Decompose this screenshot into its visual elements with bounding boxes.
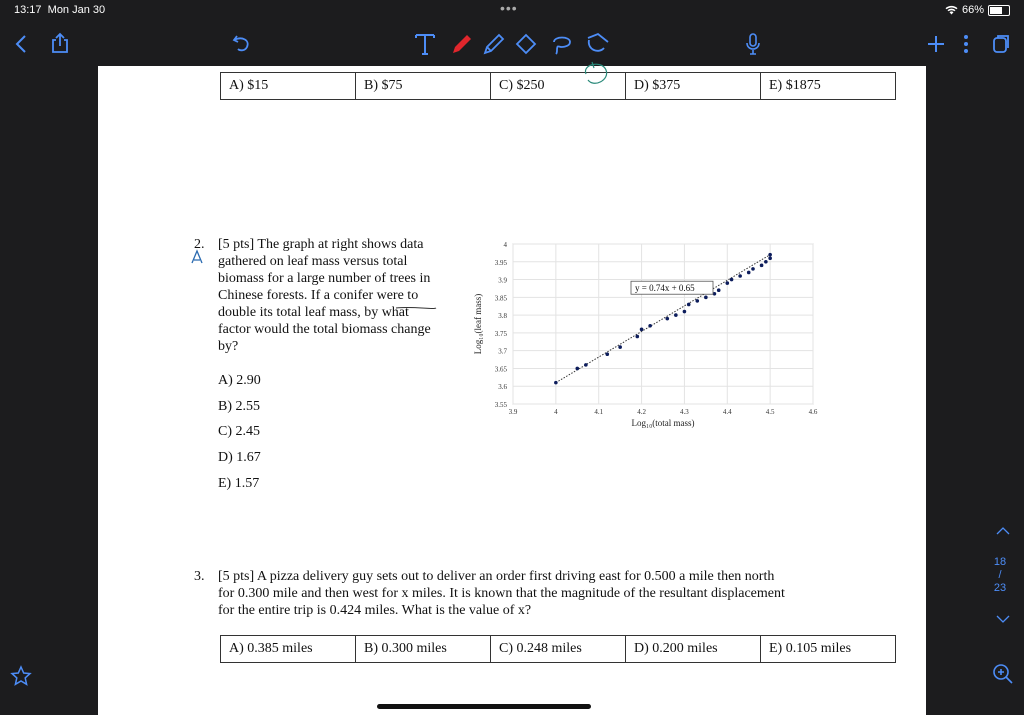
data-point [725,281,729,285]
x-tick-label: 4.4 [722,408,732,416]
x-tick-label: 3.9 [508,408,518,416]
data-point [730,278,734,282]
more-icon[interactable] [962,34,970,54]
wifi-icon [945,5,958,15]
handwritten-check-mark [190,249,204,265]
toolbar [0,22,1024,66]
back-chevron-icon[interactable] [14,34,28,54]
y-tick-label: 3.6 [498,383,507,392]
battery-icon [988,5,1010,16]
data-point [648,324,652,328]
data-point [751,267,755,271]
left-margin [0,66,98,715]
scatter-chart [468,226,828,446]
handwritten-circle-mark [580,60,612,90]
trendline [556,255,770,383]
share-icon[interactable] [50,32,70,54]
data-point [683,310,687,314]
q3-choice-d: D) 0.200 miles [626,636,761,663]
q3-choice-c: C) 0.248 miles [491,636,626,663]
x-tick-label: 4.5 [765,408,775,416]
q2-choice-b: B) 2.55 [218,399,260,414]
chevron-up-icon[interactable] [996,526,1010,536]
x-tick-label: 4.3 [680,408,689,416]
star-icon[interactable] [10,665,32,687]
y-tick-label: 3.7 [498,347,507,356]
q2-choice-d: D) 1.67 [218,450,261,465]
pen-icon[interactable] [450,32,474,56]
y-tick-label: 3.9 [498,276,507,285]
data-point [768,253,772,257]
data-point [674,313,678,317]
data-point [717,288,721,292]
x-tick-label: 4 [554,408,558,416]
x-axis-label: Log₁₀(total mass) [631,418,695,428]
q3-answer-table [220,635,896,663]
text-tool-icon[interactable] [414,32,436,56]
battery-percent: 66% [961,4,984,16]
q1-choice-e: E) $1875 [761,73,896,100]
data-point [747,271,751,275]
data-point [704,296,708,300]
page-indicator[interactable]: 18 / 23 [993,556,1007,594]
status-bar [0,0,1024,22]
q1-choice-b: B) $75 [356,73,491,100]
microphone-icon[interactable] [745,32,761,56]
data-point [618,345,622,349]
y-tick-label: 3.65 [494,365,507,374]
clock: 13:17 Mon Jan 30 [14,4,106,16]
y-tick-label: 4 [503,241,507,249]
y-axis-label: Log₁₀(leaf mass) [473,293,483,355]
chevron-down-icon[interactable] [996,614,1010,624]
y-tick-label: 3.75 [494,329,507,338]
undo-icon[interactable] [232,32,252,54]
highlighter-icon[interactable] [482,32,506,56]
data-point [584,363,588,367]
x-tick-label: 4.1 [594,408,604,416]
plot-area [513,244,813,404]
q2-choice-e: E) 1.57 [218,476,260,491]
home-indicator[interactable] [377,704,591,709]
data-point [635,335,639,339]
y-tick-label: 3.8 [498,312,507,321]
add-icon[interactable] [926,34,946,54]
q1-answer-table [220,72,896,100]
y-tick-label: 3.95 [494,258,507,267]
data-point [738,274,742,278]
pages-icon[interactable] [992,34,1010,54]
shape-tool-icon[interactable] [584,30,610,56]
q3-choice-a: A) 0.385 miles [221,636,356,663]
data-point [640,328,644,332]
data-point [768,256,772,260]
data-point [665,317,669,321]
q3-choice-e: E) 0.105 miles [761,636,896,663]
zoom-icon[interactable] [992,663,1014,685]
data-point [695,299,699,303]
trendline-label: y = 0.74x + 0.65 [635,283,695,294]
data-point [687,303,691,307]
q2-text: [5 pts] The graph at right shows data gathered on leaf mass versus total biomass for a large number of trees in Chinese forests. If a conifer were to double its total leaf mass, by what factor would the total biomass change by? [218,237,431,354]
right-margin [926,66,1024,715]
q2-choice-c: C) 2.45 [218,424,260,439]
data-point [575,367,579,371]
data-point [554,381,558,385]
q1-choice-a: A) $15 [221,73,356,100]
data-point [760,264,764,268]
y-tick-label: 3.55 [494,401,507,409]
q2-choice-a: A) 2.90 [218,373,261,388]
x-tick-label: 4.6 [808,408,818,416]
status-right [945,4,1010,16]
q2-number: 2. [194,237,205,252]
x-tick-label: 4.2 [637,408,646,416]
y-tick-label: 3.85 [494,294,507,303]
q3-number: 3. [194,569,205,584]
data-point [764,260,768,264]
multitasking-dots[interactable]: ••• [500,0,518,16]
lasso-icon[interactable] [550,32,574,56]
q3-text: [5 pts] A pizza delivery guy sets out to deliver an order first driving east for 0.500 a mile then north for 0.300 mile and then west for x miles. It is known that the magnitude of the resultant displacement for the entire trip is 0.424 miles. What is the value of x? [218,569,785,618]
q3-choice-b: B) 0.300 miles [356,636,491,663]
eraser-icon[interactable] [514,32,538,56]
q1-choice-d: D) $375 [626,73,761,100]
document-page[interactable] [98,66,926,715]
q1-choice-c: C) $250 [491,73,626,100]
data-point [605,352,609,356]
